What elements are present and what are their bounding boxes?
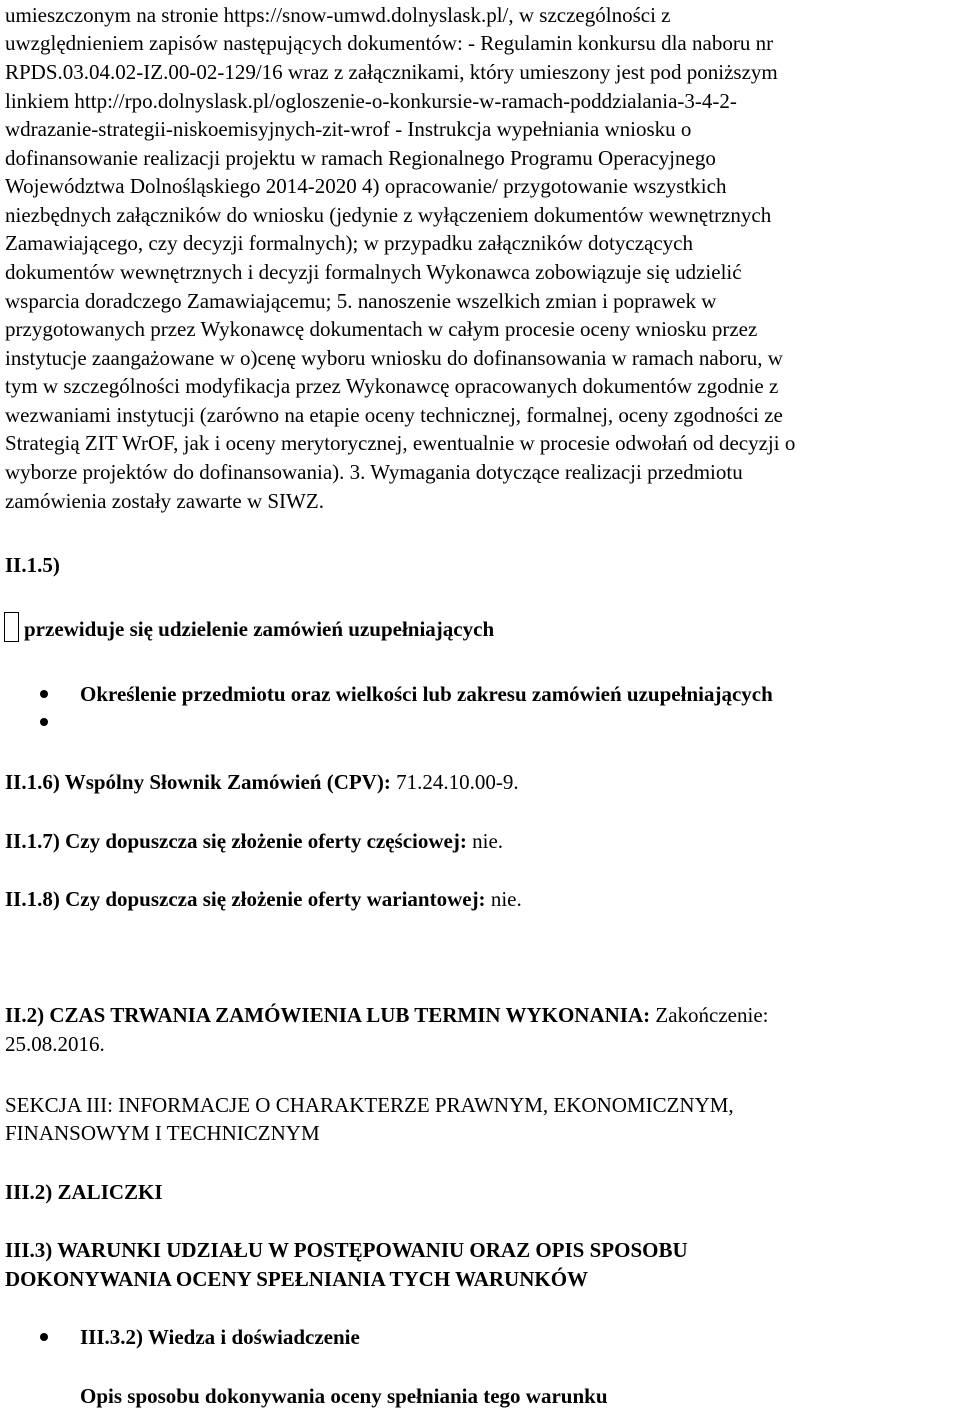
paragraph-line: RPDS.03.04.02-IZ.00-02-129/16 wraz z załącznikami, który umieszony jest pod poniższym (5, 60, 778, 84)
partial-offer-label: II.1.7) Czy dopuszcza się złożenie oferty częściowej: (5, 829, 467, 853)
paragraph-line: linkiem http://rpo.dolnyslask.pl/ogloszenie-o-konkursie-w-ramach-poddzialania-3-4-2- (5, 89, 737, 113)
paragraph-line: instytucje zaangażowane w o)cenę wyboru wniosku do dofinansowania w ramach naboru, w (5, 346, 783, 370)
paragraph-line: wyborze projektów do dofinansowania). 3. Wymagania dotyczące realizacji przedmiotu (5, 460, 743, 484)
cpv-value: 71.24.10.00-9. (390, 770, 519, 794)
section-iii-title: SEKCJA III: INFORMACJE O CHARAKTERZE PRAWNYM, EKONOMICZNYM, (5, 1093, 734, 1117)
additional-orders-checkbox[interactable] (4, 612, 19, 642)
conditions-heading: III.3) WARUNKI UDZIAŁU W POSTĘPOWANIU ORAZ OPIS SPOSOBU (5, 1238, 688, 1262)
bullet-icon (40, 718, 48, 726)
partial-offer-line (5, 827, 503, 855)
conditions-heading-cont: DOKONYWANIA OCENY SPEŁNIANIA TYCH WARUNKÓW (5, 1267, 589, 1291)
paragraph-line: Zamawiającego, czy decyzji formalnych); w przypadku załączników dotyczących (5, 231, 693, 255)
paragraph-line: Strategią ZIT WrOF, jak i oceny merytorycznej, ewentualnie w procesie odwołań od decyzji o (5, 431, 796, 455)
paragraph-line: dofinansowanie realizacji projektu w ramach Regionalnego Programu Operacyjnego (5, 146, 716, 170)
paragraph-line: przygotowanych przez Wykonawcę dokumentach w całym procesie oceny wniosku przez (5, 317, 758, 341)
duration-line (5, 1001, 768, 1029)
cpv-line (5, 768, 519, 796)
paragraph-line: wezwaniami instytucji (zarówno na etapie oceny technicznej, formalnej, oceny zgodności ze (5, 403, 783, 427)
duration-value: Zakończenie: (650, 1003, 769, 1027)
partial-offer-value: nie. (466, 829, 504, 853)
variant-offer-label: II.1.8) Czy dopuszcza się złożenie oferty wariantowej: (5, 887, 486, 911)
advances-heading: III.2) ZALICZKI (5, 1180, 163, 1204)
paragraph-line: wsparcia doradczego Zamawiającemu; 5. nanoszenie wszelkich zmian i poprawek w (5, 289, 717, 313)
paragraph-line: wdrazanie-strategii-niskoemisyjnych-zit-wrof - Instrukcja wypełniania wniosku o (5, 117, 692, 141)
variant-offer-line (5, 885, 522, 913)
paragraph-line: tym w szczególności modyfikacja przez Wykonawcę opracowanych dokumentów zgodnie z (5, 374, 779, 398)
knowledge-heading: III.3.2) Wiedza i doświadczenie (80, 1325, 360, 1349)
duration-label: II.2) CZAS TRWANIA ZAMÓWIENIA LUB TERMIN WYKONANIA: (5, 1003, 651, 1027)
section-iii-title-cont: FINANSOWYM I TECHNICZNYM (5, 1121, 320, 1145)
assessment-heading: Opis sposobu dokonywania oceny spełniania tego warunku (80, 1384, 608, 1408)
bullet-icon (40, 1333, 48, 1341)
bullet-icon (40, 690, 48, 698)
paragraph-line: dokumentów wewnętrznych i decyzji formalnych Wykonawca zobowiązuje się udzielić (5, 260, 742, 284)
paragraph-line: zamówienia zostały zawarte w SIWZ. (5, 489, 324, 513)
cpv-label: II.1.6) Wspólny Słownik Zamówień (CPV): (5, 770, 391, 794)
paragraph-line: umieszczonym na stronie https://snow-umwd.dolnyslask.pl/, w szczególności z (5, 3, 671, 27)
variant-offer-value: nie. (485, 887, 522, 911)
paragraph-line: uwzględnieniem zapisów następujących dokumentów: - Regulamin konkursu dla naboru nr (5, 31, 774, 55)
paragraph-line: niezbędnych załączników do wniosku (jedynie z wyłączeniem dokumentów wewnętrznych (5, 203, 772, 227)
duration-date: 25.08.2016. (5, 1032, 105, 1056)
paragraph-line: Województwa Dolnośląskiego 2014-2020 4) opracowanie/ przygotowanie wszystkich (5, 174, 727, 198)
section-heading-ii-1-5: II.1.5) (5, 553, 60, 577)
checkbox-label: przewiduje się udzielenie zamówień uzupełniających (24, 617, 495, 641)
bullet-item: Określenie przedmiotu oraz wielkości lub zakresu zamówień uzupełniających (80, 682, 773, 706)
